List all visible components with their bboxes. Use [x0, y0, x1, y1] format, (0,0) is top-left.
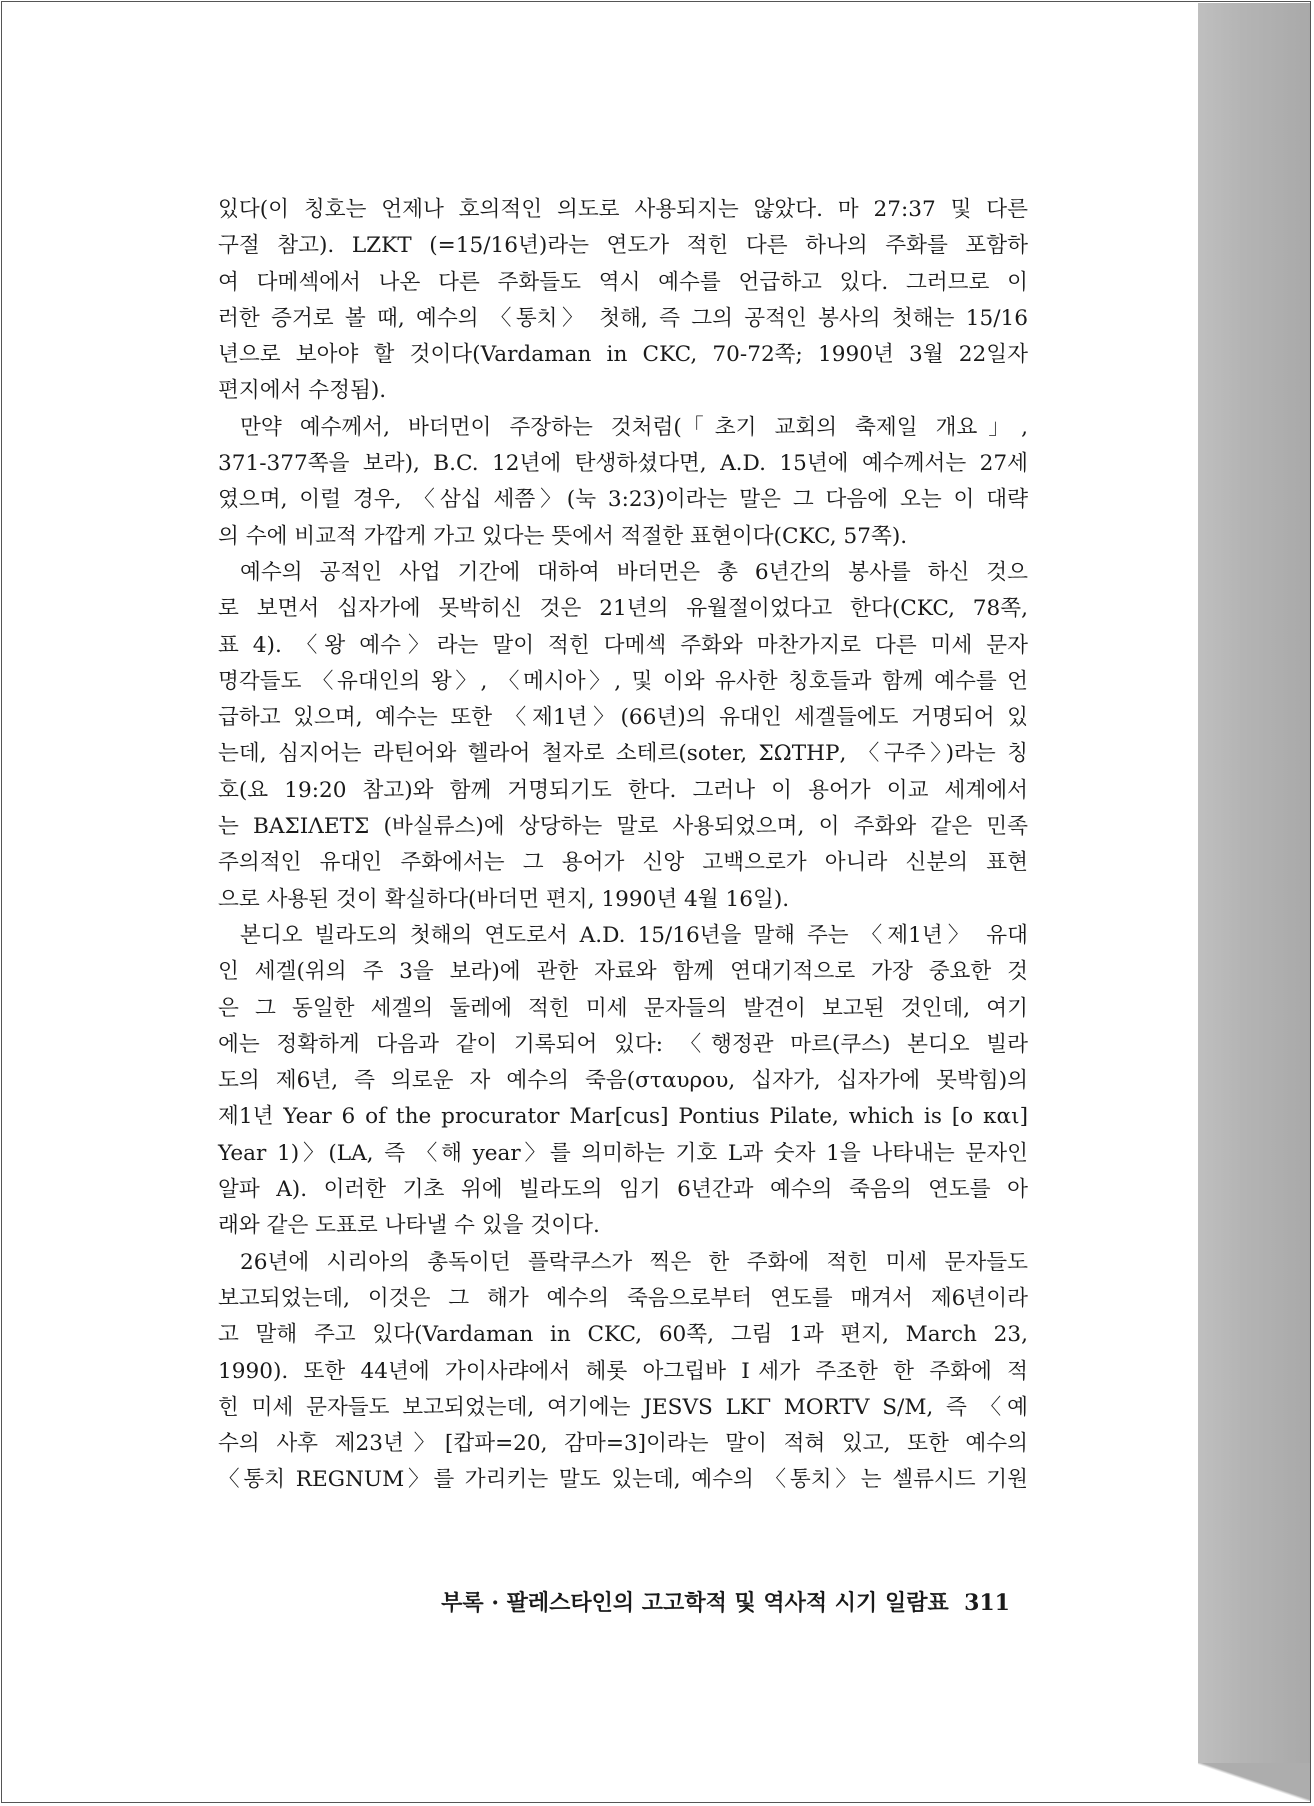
text-line: 에는 정확하게 다음과 같이 기록되어 있다: 〈행정관 마르(쿠스) 본디오 빌라	[218, 1031, 1028, 1057]
text-line: 급하고 있으며, 예수는 또한 〈제1년〉(66년)의 유대인 세겔들에도 거명되어 있	[218, 705, 1028, 731]
text-line: 제1년 Year 6 of the procurator Mar[cus] Pontius Pilate, which is [ο και]	[218, 1104, 1028, 1130]
text-line: 수의 사후 제23년〉[캅파=20, 감마=3]이라는 말이 적혀 있고, 또한 예수의	[218, 1431, 1028, 1457]
text-line: 고 말해 주고 있다(Vardaman in CKC, 60쪽, 그림 1과 편지, March 23,	[218, 1322, 1028, 1348]
text-line: 호(요 19:20 참고)와 함께 거명되기도 한다. 그러나 이 용어가 이교 세계에서	[218, 777, 1028, 803]
text-line: 명각들도 〈유대인의 왕〉, 〈메시아〉, 및 이와 유사한 칭호들과 함께 예수를 언	[218, 668, 1028, 694]
text-line: 여 다메섹에서 나온 다른 주화들도 역시 예수를 언급하고 있다. 그러므로 이	[218, 269, 1028, 295]
running-head: 부록 · 팔레스타인의 고고학적 및 역사적 시기 일람표	[441, 1590, 949, 1616]
text-line: 만약 예수께서, 바더먼이 주장하는 것처럼(「초기 교회의 축제일 개요」,	[240, 414, 1028, 440]
text-line: 구절 참고). LZKT (=15/16년)라는 연도가 적힌 다른 하나의 주화를 포함하	[218, 233, 1028, 259]
text-line: 1990). 또한 44년에 가이사랴에서 헤롯 아그립바 Ⅰ세가 주조한 한 주화에 적	[218, 1358, 1028, 1384]
text-line: 는데, 심지어는 라틴어와 헬라어 철자로 소테르(soter, ΣΩΤΗΡ, 〈구주〉)라는 칭	[218, 741, 1028, 767]
text-line: 알파 A). 이러한 기초 위에 빌라도의 임기 6년간과 예수의 죽음의 연도를 아	[218, 1177, 1028, 1203]
text-line: 인 세겔(위의 주 3을 보라)에 관한 자료와 함께 연대기적으로 가장 중요한 것	[218, 959, 1028, 985]
paragraph	[218, 1245, 1028, 1499]
text-line: 래와 같은 도표로 나타낼 수 있을 것이다.	[218, 1213, 600, 1239]
book-spine	[1198, 3, 1310, 1801]
text-line: 으로 사용된 것이 확실하다(바더먼 편지, 1990년 4월 16일).	[218, 886, 790, 912]
paragraph	[218, 410, 1028, 555]
text-line: 힌 미세 문자들도 보고되었는데, 여기에는 JESVS LKΓ MORTV S/M, 즉 〈예	[218, 1394, 1028, 1420]
text-line: 의 수에 비교적 가깝게 가고 있다는 뜻에서 적절한 표현이다(CKC, 57쪽).	[218, 523, 908, 549]
text-line: 러한 증거로 볼 때, 예수의 〈통치〉 첫해, 즉 그의 공적인 봉사의 첫해는 15/16	[218, 305, 1028, 331]
page-edge-bottom	[1198, 1763, 1310, 1801]
text-line: 본디오 빌라도의 첫해의 연도로서 A.D. 15/16년을 말해 주는 〈제1년〉 유대	[240, 922, 1028, 948]
page-number: 311	[964, 1590, 1010, 1616]
body-text	[218, 192, 1028, 1499]
text-line: 예수의 공적인 사업 기간에 대하여 바더먼은 총 6년간의 봉사를 하신 것으	[240, 559, 1028, 585]
text-line: 는 ΒΑΣΙΛΕΤΣ (바실류스)에 상당하는 말로 사용되었으며, 이 주화와 같은 민족	[218, 814, 1028, 840]
text-line: 표 4). 〈왕 예수〉라는 말이 적힌 다메섹 주화와 마찬가지로 다른 미세 문자	[218, 632, 1028, 658]
text-line: 보고되었는데, 이것은 그 해가 예수의 죽음으로부터 연도를 매겨서 제6년이라	[218, 1285, 1028, 1311]
text-line: 〈통치 REGNUM〉를 가리키는 말도 있는데, 예수의 〈통치〉는 셀류시드 기원	[218, 1467, 1028, 1493]
text-line: 도의 제6년, 즉 의로운 자 예수의 죽음(σταυρου, 십자가, 십자가에 못박힘)의	[218, 1068, 1028, 1094]
text-line: Year 1)〉(LA, 즉 〈해 year〉를 의미하는 기호 L과 숫자 1을 나타내는 문자인	[218, 1140, 1028, 1166]
page-footer	[390, 1586, 1010, 1617]
text-line: 26년에 시리아의 총독이던 플락쿠스가 찍은 한 주화에 적힌 미세 문자들도	[240, 1249, 1028, 1275]
text-line: 로 보면서 십자가에 못박히신 것은 21년의 유월절이었다고 한다(CKC, 78쪽,	[218, 596, 1028, 622]
text-line: 였으며, 이럴 경우, 〈삼십 세쯤〉(눅 3:23)이라는 말은 그 다음에 오는 이 대략	[218, 487, 1028, 513]
text-line: 있다(이 칭호는 언제나 호의적인 의도로 사용되지는 않았다. 마 27:37 및 다른	[218, 197, 1028, 222]
text-line: 은 그 동일한 세겔의 둘레에 적힌 미세 문자들의 발견이 보고된 것인데, 여기	[218, 995, 1028, 1021]
paragraph	[218, 555, 1028, 918]
text-line: 편지에서 수정됨).	[218, 378, 387, 404]
text-line: 371-377쪽을 보라), B.C. 12년에 탄생하셨다면, A.D. 15년에 예수께서는 27세	[218, 451, 1028, 477]
text-line: 주의적인 유대인 주화에서는 그 용어가 신앙 고백으로가 아니라 신분의 표현	[218, 850, 1028, 876]
paragraph	[218, 918, 1028, 1245]
text-line: 년으로 보아야 할 것이다(Vardaman in CKC, 70-72쪽; 1990년 3월 22일자	[218, 342, 1028, 368]
paragraph	[218, 192, 1028, 410]
